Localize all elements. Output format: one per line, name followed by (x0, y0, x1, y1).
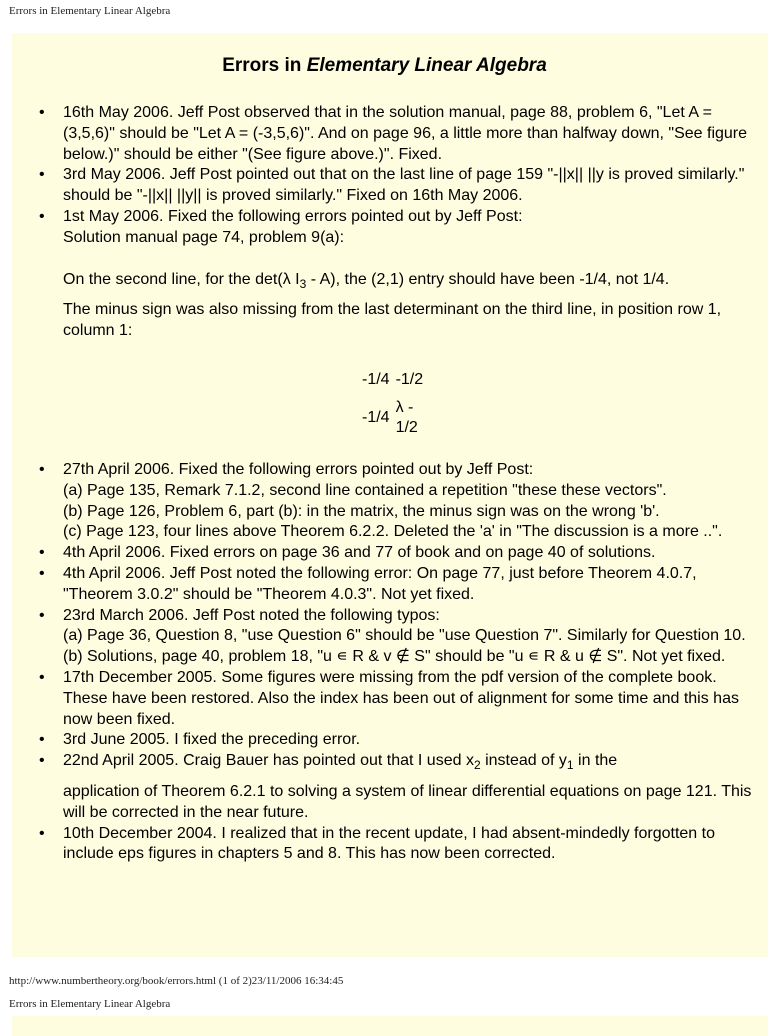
matrix-row (362, 394, 440, 442)
errata-entry-2006-04-27 (32, 460, 752, 543)
print-footer-url: http://www.numbertheory.org/book/errors.html (1 of 2)23/11/2006 16:34:45 (9, 975, 344, 987)
entry-text: • 17th December 2005. Some figures were missing from the pdf version of the complete book. These have been restored. Also the index has been out of alignment for some time and this has now been fixed. (63, 668, 739, 728)
entry-subline: Solution manual page 74, problem 9(a): (63, 228, 345, 246)
determinant-matrix (362, 366, 440, 442)
title-book-name: Elementary Linear Algebra (306, 55, 547, 76)
entry-text: • 22nd April 2005. Craig Bauer has pointed out that I used $x_2$ instead of $y_1$ in the (63, 752, 618, 773)
matrix-row (362, 366, 440, 394)
errata-list (32, 103, 752, 865)
errata-entry-2006-05-03 (32, 165, 752, 207)
entry-text: • 1st May 2006. Fixed the following errors pointed out by Jeff Post: (63, 207, 523, 225)
entry-subline: (b) Page 126, Problem 6, part (b): in the matrix, the minus sign was on the wrong 'b'. (63, 502, 660, 520)
errata-entry-2006-04-04-a (32, 543, 752, 564)
errata-entry-2005-04-22 (32, 751, 752, 823)
page-title (12, 55, 757, 77)
entry-subline: (b) Solutions, page 40, problem 18, "u ∊ R & v ∉ S" should be "u ∊ R & u ∉ S". Not yet fixed. (63, 648, 726, 666)
entry-text: • 3rd May 2006. Jeff Post pointed out that on the last line of page 159 "-||x|| ||y is proved similarly." should be "-||x|| ||y|| is proved similarly." Fixed on 16th May 2006. (63, 166, 745, 205)
errata-entry-2006-05-16 (32, 103, 752, 165)
matrix-cell (396, 394, 440, 442)
entry-text: • 4th April 2006. Jeff Post noted the following error: On page 77, just before Theorem 4.0.7, "Theorem 3.0.2" should be "Theorem 4.0.3". Not yet fixed. (63, 564, 697, 603)
matrix-cell: -1/4 (362, 370, 390, 388)
errata-entry-2004-12-10 (32, 824, 752, 866)
entry-subline: (c) Page 123, four lines above Theorem 6.2.2. Deleted the 'a' in "The discussion is a more ..". (63, 523, 723, 541)
entry-paragraph: On the second line, for the det(λ $I_3 - A$), the (2,1) entry should have been -1/4, not 1/4. (63, 270, 670, 291)
blank-line (63, 249, 752, 270)
errata-entry-2005-12-17 (32, 668, 752, 730)
page-content-page2 (12, 1016, 768, 1036)
browser-print-header: Errors in Elementary Linear Algebra (9, 5, 171, 17)
subscript: 1 (566, 758, 574, 773)
title-prefix: Errors in (222, 55, 302, 76)
entry-text: • 23rd March 2006. Jeff Post noted the following typos: (63, 606, 440, 624)
matrix-cell: -1/2 (395, 370, 424, 388)
browser-print-header-page2: Errors in Elementary Linear Algebra (9, 998, 171, 1010)
entry-paragraph: The minus sign was also missing from the last determinant on the third line, in position row 1, column 1: (63, 301, 722, 340)
entry-subline: application of Theorem 6.2.1 to solving a system of linear differential equations on page 121. This will be corrected in the near future. (63, 782, 752, 821)
errata-entry-2005-06-03 (32, 730, 752, 751)
entry-subline: (a) Page 135, Remark 7.1.2, second line contained a repetition "these these vectors". (63, 481, 667, 499)
entry-text: • 27th April 2006. Fixed the following errors pointed out by Jeff Post: (63, 460, 534, 478)
page-content (12, 33, 768, 957)
matrix-cell: -1/4 (362, 408, 390, 426)
errata-entry-2006-05-01 (32, 207, 752, 442)
entry-text: • 3rd June 2005. I fixed the preceding error. (63, 731, 361, 749)
subscript: 2 (473, 758, 481, 773)
entry-text: • 10th December 2004. I realized that in the recent update, I had absent-mindedly forgotten to include eps figures in chapters 5 and 8. This has now been corrected. (63, 824, 715, 863)
errata-entry-2006-04-04-b (32, 564, 752, 606)
subscript: 3 (299, 276, 307, 291)
entry-subline: (a) Page 36, Question 8, "use Question 6" should be "use Question 7". Similarly for Question 10. (63, 627, 746, 645)
entry-text: • 4th April 2006. Fixed errors on page 36 and 77 of book and on page 40 of solutions. (63, 544, 656, 562)
errata-entry-2006-03-23 (32, 606, 752, 668)
matrix-cell-text: λ - 1/2 (395, 398, 418, 436)
entry-text: • 16th May 2006. Jeff Post observed that in the solution manual, page 88, problem 6, "Let A = (3,5,6)" should be "Let A = (-3,5,6)". And on page 96, a little more than halfway down, "See figure below.)" should be either "(See figure above.)". Fixed. (63, 104, 748, 163)
